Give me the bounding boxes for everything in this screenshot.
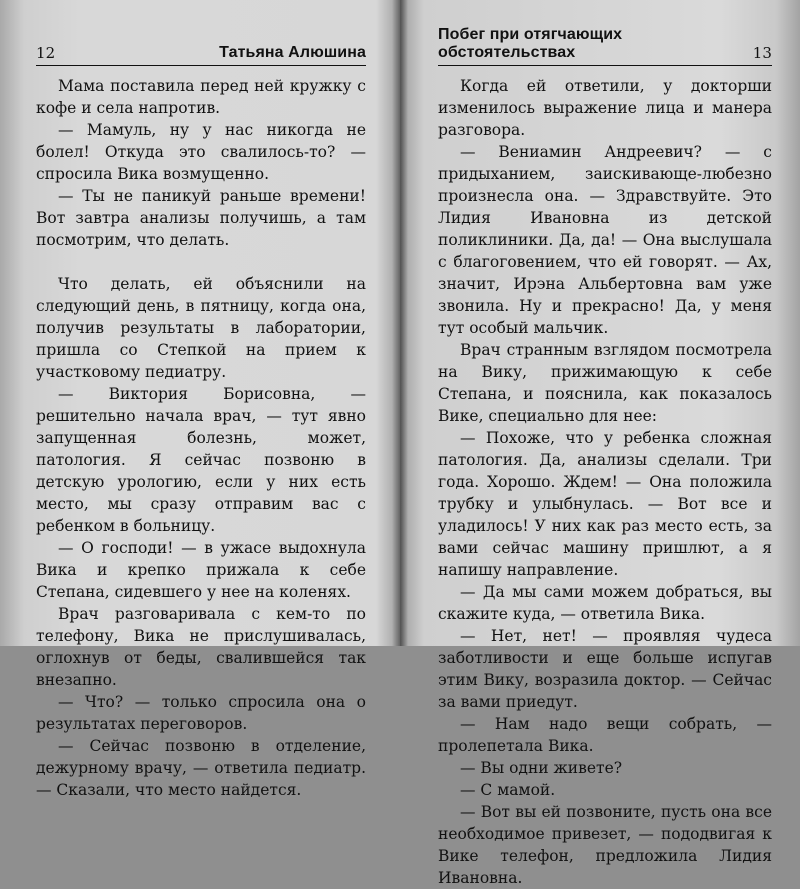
right-paragraph: Когда ей ответили, у докторши изменилось выражение лица и манера разговора.	[438, 77, 772, 139]
left-paragraph: — Сейчас позвоню в отделение, дежурному врачу, — ответила педиатр. — Сказали, что место найдется.	[36, 737, 366, 799]
right-paragraph: Врач странным взглядом посмотрела на Вику, прижимающую к себе Степана, и пояснила, как показалось Вике, специально для нее:	[438, 341, 772, 425]
right-page-number: 13	[752, 44, 772, 62]
left-paragraph: — О господи! — в ужасе выдохнула Вика и крепко прижала к себе Степана, сидевшего у нее на коленях.	[36, 539, 366, 601]
right-running-head	[438, 26, 772, 66]
left-paragraph: Врач разговаривала с кем-то по телефону, Вика не прислушивалась, оглохнув от беды, свалившейся так внезапно.	[36, 605, 366, 689]
right-paragraph: — Нам надо вещи собрать, — пролепетала Вика.	[438, 715, 772, 755]
left-paragraph: — Что? — только спросила она о результатах переговоров.	[36, 693, 366, 733]
right-paragraph: — Да мы сами можем добраться, вы скажите куда, — ответила Вика.	[438, 583, 772, 623]
left-page	[0, 0, 398, 799]
left-paragraph: — Мамуль, ну у нас никогда не болел! Откуда это свалилось-то? — спросила Вика возмущенно.	[36, 121, 366, 183]
left-page-number: 12	[36, 44, 56, 62]
right-paragraph: — Вот вы ей позвоните, пусть она все необходимое привезет, — пододвигая к Вике телефон, предложила Лидия Ивановна.	[438, 803, 772, 887]
left-page-text	[36, 75, 366, 801]
left-paragraph: Что делать, ей объяснили на следующий день, в пятницу, когда она, получив результаты в лаборатории, пришла со Степкой на прием к участковому педиатру.	[36, 275, 366, 381]
right-paragraph: — Вы одни живете?	[460, 759, 623, 777]
right-paragraph: — Вениамин Андреевич? — с придыханием, заискивающе-любезно произнесла она. — Здравствуйте. Это Лидия Ивановна из детской поликлиники. Да, да! — Она выслушала с благоговением, что ей говорят. — Ах, значит, Ирэна Альбертовна вам уже звонила. Ну и прекрасно! Да, у меня тут особый мальчик.	[438, 143, 772, 337]
right-page-text	[438, 75, 772, 889]
right-paragraph: — Похоже, что у ребенка сложная патология. Да, анализы сделали. Три года. Хорошо. Ждем! — Она положила трубку и улыбнулась. — Вот все и уладилось! У них как раз место есть, за вами сейчас машину пришлют, а я напишу направление.	[438, 429, 772, 579]
left-paragraph: — Ты не паникуй раньше времени! Вот завтра анализы получишь, а там посмотрим, что делать.	[36, 187, 366, 249]
left-paragraph: Мама поставила перед ней кружку с кофе и села напротив.	[36, 77, 366, 117]
left-paragraph: — Виктория Борисовна, — решительно начала врач, — тут явно запущенная болезнь, может, патология. Я сейчас позвоню в детскую урологию, если у них есть место, мы сразу отправим вас с ребенком в больницу.	[36, 385, 366, 535]
right-book-title: Побег при отягчающих обстоятельствах	[438, 26, 623, 61]
left-author-title: Татьяна Алюшина	[219, 44, 366, 61]
right-paragraph: — С мамой.	[460, 781, 556, 799]
right-paragraph: — Нет, нет! — проявляя чудеса заботливости и еще больше испугав этим Вику, возразила доктор. — Сейчас за вами приедут.	[438, 627, 772, 711]
right-page	[402, 0, 800, 887]
left-running-head	[36, 36, 366, 66]
